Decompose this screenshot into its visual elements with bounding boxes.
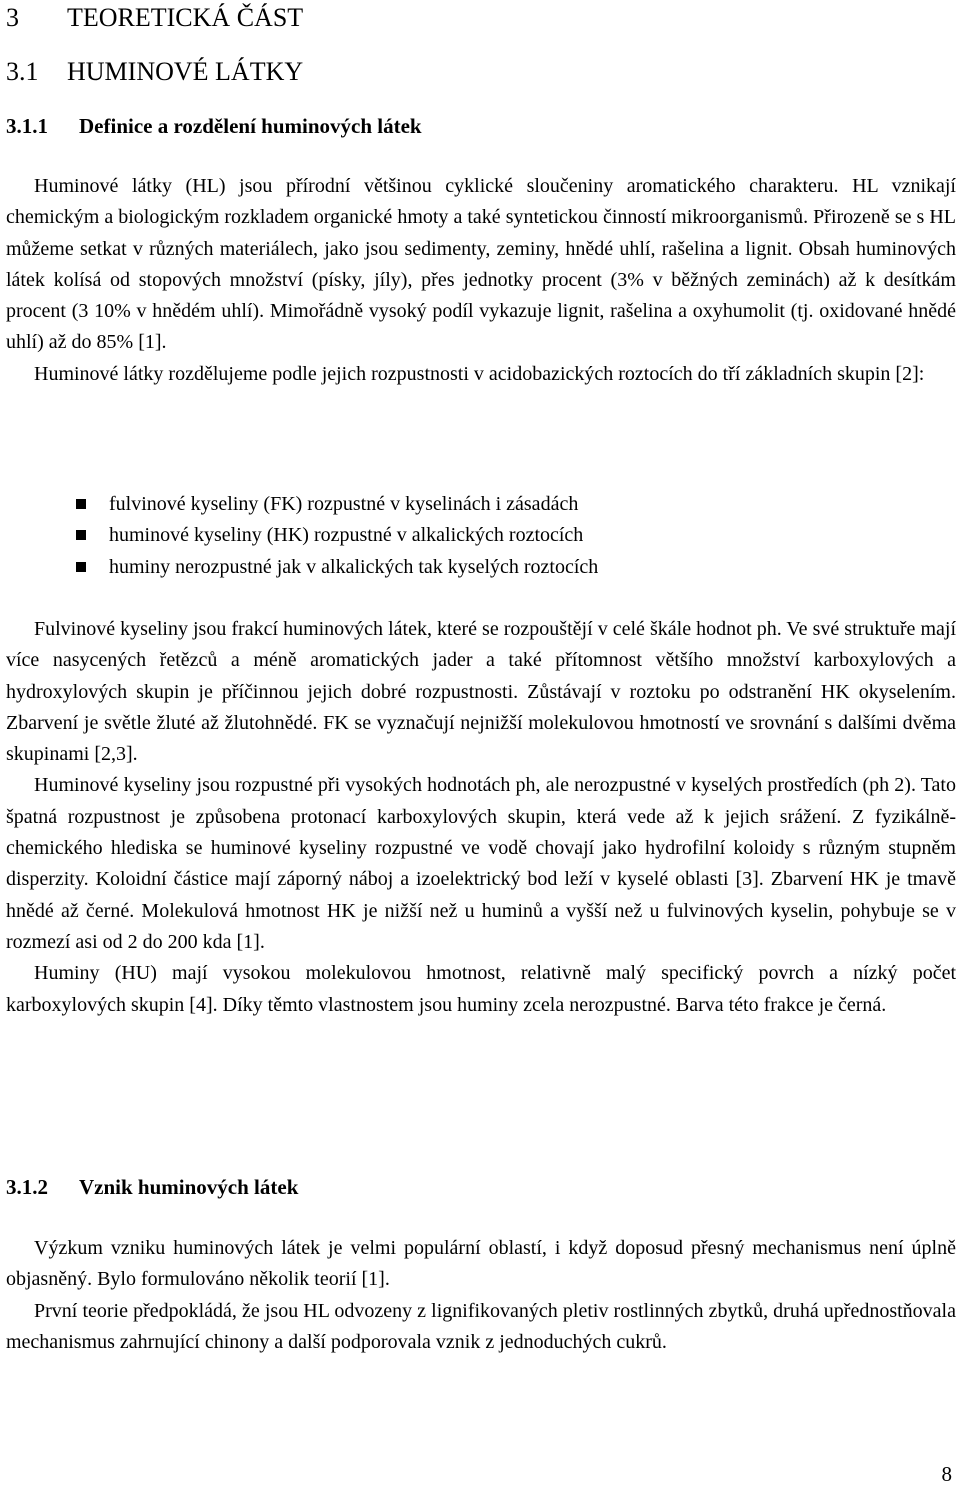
square-bullet-icon (76, 499, 86, 509)
chapter-number: 3 (6, 3, 19, 32)
paragraph: Huminové látky (HL) jsou přírodní většinou cyklické sloučeniny aromatického charakteru. HL vznikají chemickým a biologickým rozkladem organické hmoty a také syntetickou činností mikroorganismů. Přirozeně se s HL můžeme setkat v různých materiálech, jako jsou sedimenty, zeminy, hnědé uhlí, rašelina a lignit. Obsah huminových látek kolísá od stopových množství (písky, jíly), přes jednotky procent (3% v běžných zeminách) až k desítkám procent (3 10% v hnědém uhlí). Mimořádně vysoký podíl vykazuje lignit, rašelina a oxyhumolit (tj. oxidované hnědé uhlí) až do 85% [1]. (6, 175, 956, 354)
paragraph: Huminy (HU) mají vysokou molekulovou hmotnost, relativně malý specifický povrch a nízký počet karboxylových skupin [4]. Díky těmto vlastnostem jsou huminy zcela nerozpustné. Barva této frakce je černá. (6, 962, 956, 1016)
paragraph: První teorie předpokládá, že jsou HL odvozeny z lignifikovaných pletiv rostlinných zbytků, druhá upřednostňovala mechanismus zahrnující chinony a další podporovala vznik z jednoduchých cukrů. (6, 1299, 956, 1353)
square-bullet-icon (76, 530, 86, 540)
subsection-title: Definice a rozdělení huminových látek (79, 114, 422, 138)
body-text-block-2 (6, 614, 956, 1021)
list-item (76, 552, 956, 583)
subsection-title: Vznik huminových látek (79, 1175, 299, 1199)
paragraph: Výzkum vzniku huminových látek je velmi populární oblastí, i když doposud přesný mechanismus není úplně objasněný. Bylo formulováno několik teorií [1]. (6, 1237, 956, 1291)
list-item-text: huminové kyseliny (HK) rozpustné v alkalických roztocích (109, 524, 584, 547)
body-text-block-1 (6, 171, 956, 390)
subsection-number: 3.1.1 (6, 114, 48, 138)
subsection-heading-definition (6, 111, 422, 141)
list-item (76, 489, 956, 520)
square-bullet-icon (76, 562, 86, 572)
paragraph: Huminové kyseliny jsou rozpustné při vysokých hodnotách ph, ale nerozpustné v kyselých prostředích (ph 2). Tato špatná rozpustnost je způsobena protonací karboxylových skupin, která vede až k jejich srážení. Z fyzikálně-chemického hlediska se huminové kyseliny rozpustné ve vodě chovají jako hydrofilní koloidy s různým stupněm disperzity. Koloidní částice mají záporný náboj a izoelektrický bod leží v kyselé oblasti [3]. Zbarvení HK je tmavě hnědé až černé. Molekulová hmotnost HK je nižší než u huminů a vyšší než u fulvinových kyselin, pohybuje se v rozmezí asi od 2 do 200 kda [1]. (6, 774, 956, 953)
list-item-text: huminy nerozpustné jak v alkalických tak kyselých roztocích (109, 555, 599, 578)
paragraph: Huminové látky rozdělujeme podle jejich rozpustnosti v acidobazických roztocích do tří základních skupin [2]: (34, 362, 925, 385)
section-number: 3.1 (6, 57, 39, 86)
chapter-title: TEORETICKÁ ČÁST (67, 3, 304, 32)
section-title: HUMINOVÉ LÁTKY (67, 57, 304, 86)
body-text-block-3 (6, 1233, 956, 1358)
page-number: 8 (941, 1462, 952, 1486)
chapter-heading (6, 2, 303, 34)
bullet-list (76, 489, 956, 583)
section-heading (6, 56, 303, 88)
list-item (76, 520, 956, 551)
paragraph: Fulvinové kyseliny jsou frakcí huminových látek, které se rozpouštějí v celé škále hodnot ph. Ve své struktuře mají více nasycených řetězců a méně aromatických jader a také přítomnost většího množství karboxylových a hydroxylových skupin je příčinnou jejich dobré rozpustnosti. Zůstávají v roztoku po odstranění HK okyselením. Zbarvení je světle žluté až žlutohnědé. FK se vyznačují nejnižší molekulovou hmotností ve srovnání s dalšími dvěma skupinami [2,3]. (6, 618, 956, 766)
subsection-heading-origin (6, 1172, 298, 1202)
subsection-number: 3.1.2 (6, 1175, 48, 1199)
list-item-text: fulvinové kyseliny (FK) rozpustné v kyselinách i zásadách (109, 493, 579, 515)
